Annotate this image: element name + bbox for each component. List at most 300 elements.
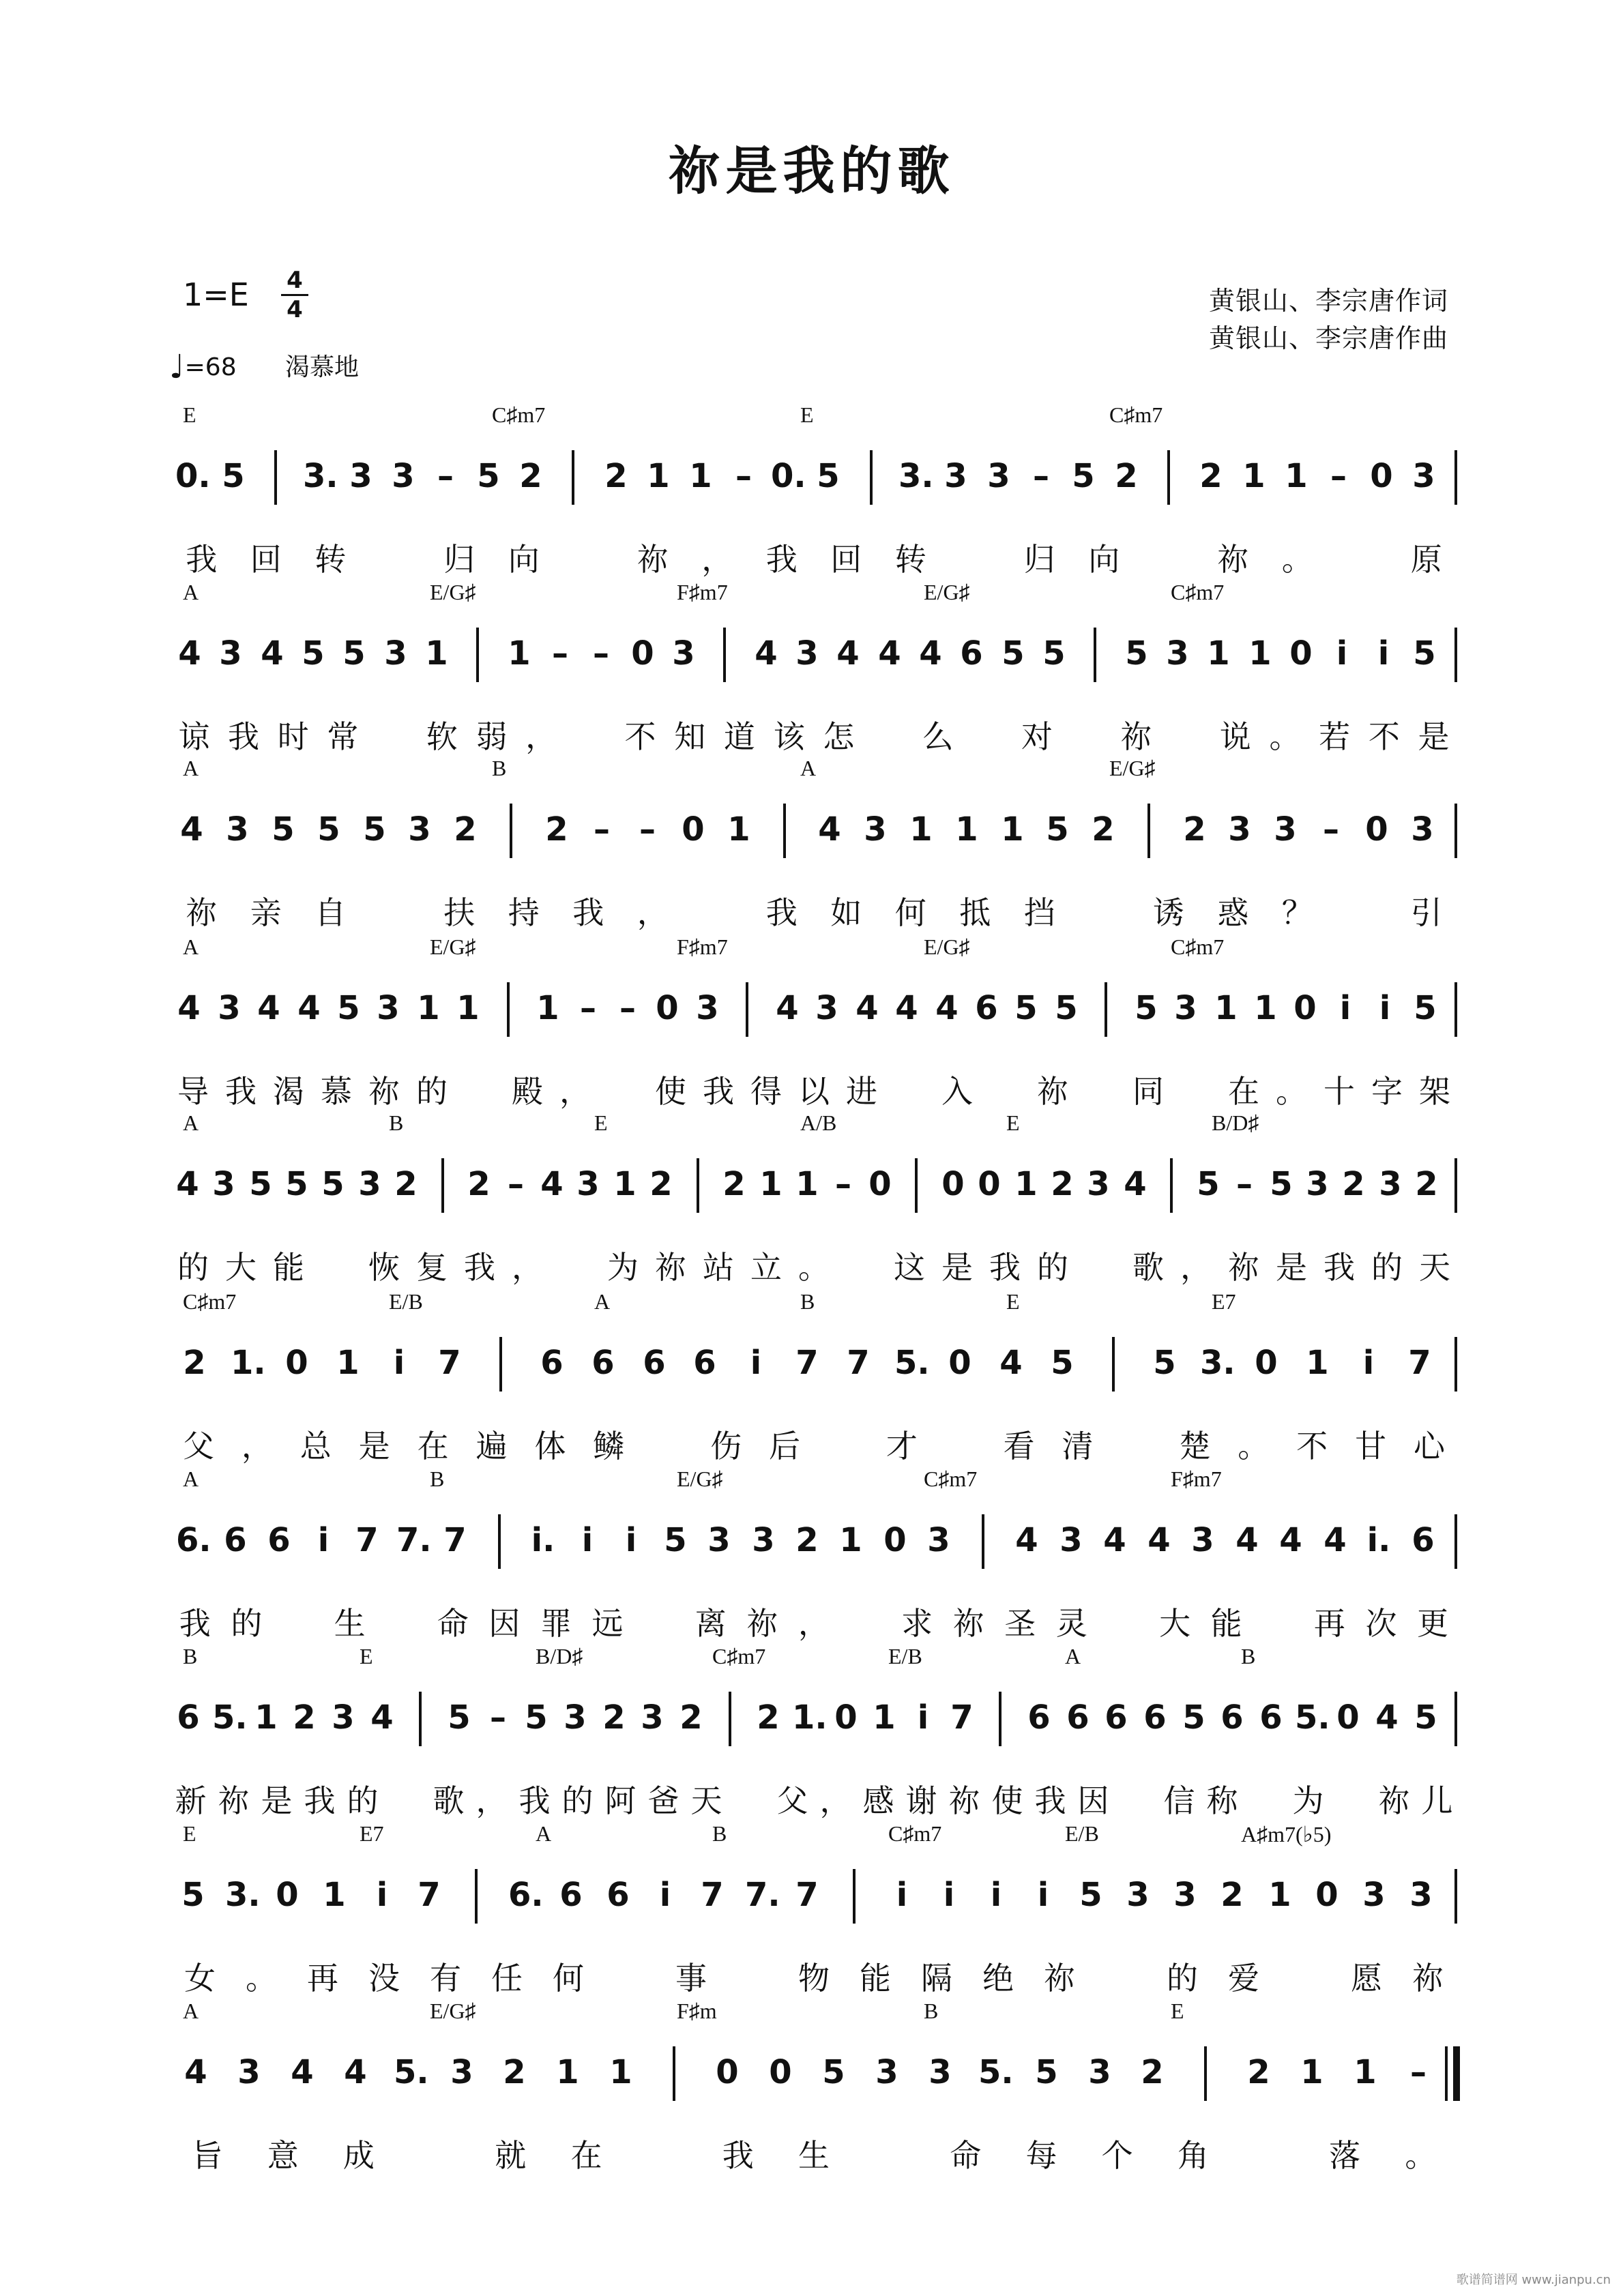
chord-symbol: E [183, 402, 196, 427]
lyric-char: 原 [1410, 541, 1442, 578]
note: 7. [745, 1876, 780, 1914]
lyric-char: 如 [830, 894, 862, 931]
note: 6. [508, 1876, 544, 1914]
lyric-char: 的 [231, 1605, 263, 1642]
lyric-char: 的 [561, 1782, 594, 1819]
lyric-char [363, 892, 428, 933]
lyric-char: 。 [1276, 1073, 1307, 1110]
chord-row [169, 1110, 1459, 1145]
note: i. [531, 1521, 555, 1559]
lyric-char: 么 [922, 718, 954, 755]
note: – [508, 1165, 524, 1203]
note: 4 [1124, 1165, 1147, 1203]
note: 3 [1228, 810, 1251, 849]
final-barline [1445, 2046, 1457, 2101]
note: 3 [1362, 1876, 1386, 1914]
note: 5 [1270, 1165, 1293, 1203]
lyric-char: 爱 [1228, 1960, 1259, 1997]
lyric-char [633, 1603, 685, 1644]
lyric-char: 向 [1088, 541, 1120, 578]
lyric-char: 因 [1077, 1782, 1109, 1819]
note: 4 [919, 634, 942, 673]
note: 0 [978, 1165, 1001, 1203]
lyric-char [1274, 1958, 1336, 1999]
note: 1 [1014, 1165, 1038, 1203]
note: 0 [948, 1344, 971, 1382]
chord-symbol: B [430, 1467, 445, 1491]
note: 3 [795, 634, 819, 673]
music-system [169, 580, 1459, 757]
chord-symbol: E/G♯ [430, 934, 476, 959]
barline [1454, 628, 1457, 682]
lyric-char: 十 [1324, 1073, 1355, 1110]
barline [729, 1692, 731, 1746]
lyric-char [551, 1247, 599, 1288]
lyric-char [566, 716, 616, 757]
note: – [835, 1165, 851, 1203]
note: 4 [1147, 1521, 1171, 1559]
music-system [169, 934, 1459, 1112]
note: 7 [438, 1344, 461, 1382]
note: 3 [944, 457, 967, 495]
note: 4 [370, 1698, 394, 1737]
note: 1 [1001, 810, 1024, 849]
note: 1 [1268, 1876, 1291, 1914]
barline [783, 804, 786, 858]
barline [673, 2046, 675, 2101]
lyric-char [722, 1958, 783, 1999]
lyric-char: 鳞 [593, 1428, 625, 1465]
lyric-char: 何 [553, 1960, 584, 1997]
lyric-char: 称 [1206, 1782, 1238, 1819]
barline [697, 1158, 699, 1213]
note: 5 [1079, 1876, 1102, 1914]
note: i [750, 1344, 762, 1382]
lyric-char: 再 [1313, 1605, 1345, 1642]
note: 1 [254, 1698, 278, 1737]
time-sig-bottom: 4 [287, 296, 303, 323]
note: 5 [477, 457, 500, 495]
song-title: 祢是我的歌 [668, 141, 955, 201]
lyric-char [840, 1603, 892, 1644]
note: 3 [1411, 810, 1434, 849]
lyric-char: 祢 [1120, 718, 1152, 755]
note: 1 [336, 1344, 360, 1382]
notation-row [169, 1692, 1459, 1767]
lyric-char [814, 1426, 873, 1467]
lyric-char: 回 [250, 541, 282, 578]
lyric-char: 祢 [1217, 541, 1249, 578]
note: 1 [909, 810, 933, 849]
lyric-char: 求 [901, 1605, 933, 1642]
lyric-char: 女 [184, 1960, 216, 1997]
note: 2 [602, 1698, 626, 1737]
lyric-char [1330, 1780, 1373, 1821]
note: 0 [1365, 810, 1388, 849]
barline [1454, 1692, 1457, 1746]
note: 5 [822, 2053, 845, 2091]
note: 4 [856, 989, 879, 1027]
note: 6 [1027, 1698, 1051, 1737]
lyric-char: 伤 [710, 1428, 742, 1465]
lyric-char: ， [559, 1073, 591, 1110]
note: 3 [815, 989, 838, 1027]
lyric-char: 软 [426, 718, 458, 755]
chord-symbol: E [1171, 1999, 1184, 2023]
note: 1 [425, 634, 448, 673]
lyric-row [169, 1780, 1459, 1821]
lyric-char: 怎 [823, 718, 855, 755]
note: 4 [836, 634, 860, 673]
lyric-char [1062, 716, 1111, 757]
note: 3 [752, 1521, 775, 1559]
chord-symbol: E/G♯ [924, 934, 970, 959]
expression-marking: 渴慕地 [285, 353, 360, 381]
barline [1454, 1869, 1457, 1924]
lyric-char: 挡 [1023, 894, 1055, 931]
barline [999, 1692, 1001, 1746]
lyric-char [1252, 1603, 1304, 1644]
chord-symbol: A [183, 756, 199, 780]
lyric-char [1161, 716, 1211, 757]
chord-symbol: B [712, 1821, 727, 1846]
lyric-char: 字 [1371, 1073, 1403, 1110]
note: 1 [1306, 1344, 1329, 1382]
barline [915, 1158, 918, 1213]
chord-row [169, 402, 1459, 437]
barline [475, 1869, 478, 1924]
lyric-char [1330, 892, 1394, 933]
key-signature: 1=E [183, 276, 249, 313]
lyric-char: 进 [846, 1073, 877, 1110]
lyric-char: 生 [334, 1605, 366, 1642]
note: 2 [293, 1698, 316, 1737]
note: 5 [363, 810, 386, 849]
note: 5 [321, 1165, 345, 1203]
note: 0 [716, 2053, 739, 2091]
lyric-char: 体 [534, 1428, 566, 1465]
note: 3 [1274, 810, 1297, 849]
lyric-char [1330, 539, 1394, 580]
lyric-char [556, 539, 621, 580]
note: 3 [1087, 1165, 1110, 1203]
lyric-char: 父 [182, 1428, 214, 1465]
notation-row [169, 628, 1459, 703]
note: 2 [679, 1698, 703, 1737]
lyric-char: 复 [416, 1249, 448, 1286]
lyric-char: 事 [675, 1960, 707, 1997]
note: 2 [503, 2053, 526, 2091]
chord-symbol: E [1006, 1110, 1020, 1135]
chord-symbol: C♯m7 [183, 1289, 237, 1314]
note: 1 [456, 989, 480, 1027]
note: 4 [878, 634, 901, 673]
note: 7 [1408, 1344, 1431, 1382]
lyric-char: 的 [177, 1249, 209, 1286]
composer-credit: 黄银山、李宗唐作曲 [1208, 323, 1448, 353]
note: 5 [1014, 989, 1038, 1027]
lyric-char: 灵 [1055, 1605, 1087, 1642]
note: 1 [1254, 989, 1277, 1027]
lyric-char: 使 [991, 1782, 1023, 1819]
chord-symbol: E/G♯ [924, 580, 970, 604]
note: 3 [384, 634, 407, 673]
lyric-char [638, 1426, 697, 1467]
note: 3 [927, 1521, 950, 1559]
note: 3 [332, 1698, 355, 1737]
note: 0 [868, 1165, 892, 1203]
lyric-char [838, 1247, 886, 1288]
note: 3 [576, 1165, 600, 1203]
lyric-char: 大 [225, 1249, 257, 1286]
note: 3 [1174, 989, 1197, 1027]
note: 4 [297, 989, 321, 1027]
note: 2 [1342, 1165, 1365, 1203]
barline [499, 1337, 502, 1392]
lyric-char: 信 [1163, 1782, 1195, 1819]
lyric-char: 旨 [191, 2137, 223, 2174]
lyric-char: 我 [722, 2137, 754, 2174]
lyric-char: 若 [1319, 718, 1351, 755]
note: 0. [175, 457, 211, 495]
note: 5 [1182, 1698, 1205, 1737]
lyric-char: 诱 [1152, 894, 1184, 931]
chord-symbol: B/D♯ [536, 1644, 583, 1668]
note: 5. [212, 1698, 248, 1737]
lyric-char: 是 [358, 1428, 390, 1465]
note: 3 [218, 989, 241, 1027]
note: – [735, 457, 752, 495]
note: 3 [358, 1165, 381, 1203]
lyric-row [169, 1071, 1459, 1112]
lyric-char: 因 [488, 1605, 521, 1642]
lyric-char: 遍 [476, 1428, 508, 1465]
note: 0 [834, 1698, 858, 1737]
lyric-char [599, 1071, 647, 1112]
note: 3 [564, 1698, 587, 1737]
barline [1112, 1337, 1115, 1392]
lyric-char: 归 [1023, 541, 1055, 578]
lyric-char: 个 [1101, 2137, 1133, 2174]
lyric-char: 清 [1062, 1428, 1094, 1465]
lyric-char: 殿 [512, 1073, 543, 1110]
lyric-char: 以 [798, 1073, 830, 1110]
lyric-char: 为 [1292, 1782, 1324, 1819]
tempo-value: =68 [184, 353, 237, 381]
chord-symbol: F♯m7 [1171, 1467, 1222, 1491]
note: 4 [776, 989, 799, 1027]
note: 1 [1354, 2053, 1377, 2091]
note: 1 [556, 2053, 579, 2091]
chord-symbol: B [492, 756, 507, 780]
lyric-char: 才 [886, 1428, 918, 1465]
lyric-char: 为 [607, 1249, 639, 1286]
tempo-marking [169, 348, 237, 386]
music-system [169, 1467, 1459, 1644]
notation-row [169, 450, 1459, 525]
lyric-char: 恢 [368, 1249, 400, 1286]
lyric-char: 爸 [647, 1782, 679, 1819]
chord-symbol: E [594, 1110, 608, 1135]
note: i [1037, 1876, 1049, 1914]
note: i [1336, 634, 1348, 673]
lyric-char [931, 1426, 990, 1467]
note: 4 [999, 1344, 1023, 1382]
note: i [625, 1521, 637, 1559]
lyric-char: 我 [464, 1249, 495, 1286]
note: 3 [237, 2053, 261, 2091]
lyric-char: 归 [443, 541, 476, 578]
note: 2 [454, 810, 477, 849]
lyric-char: 祢 [1044, 1960, 1075, 1997]
note: 3 [641, 1698, 664, 1737]
note: – [1330, 457, 1347, 495]
note: 4 [1324, 1521, 1347, 1559]
note: 4 [895, 989, 918, 1027]
barline [510, 804, 512, 858]
lyric-char [312, 1247, 360, 1288]
note: – [1410, 2053, 1427, 2091]
lyric-char: 离 [694, 1605, 727, 1642]
note: i [990, 1876, 1002, 1914]
note: 3 [219, 634, 242, 673]
note: 5 [1046, 810, 1069, 849]
note: 1 [1214, 989, 1238, 1027]
note: 1 [689, 457, 712, 495]
notation-row [169, 1514, 1459, 1589]
note: 7 [950, 1698, 974, 1737]
lyric-char: 天 [1419, 1249, 1450, 1286]
chord-symbol: E/G♯ [677, 1467, 723, 1491]
lyric-char [1244, 1780, 1287, 1821]
note: 3 [226, 810, 249, 849]
note: 6 [540, 1344, 564, 1382]
lyric-char: 我 [765, 894, 798, 931]
note: 5 [1135, 989, 1158, 1027]
note: 5 [1051, 1344, 1074, 1382]
lyric-char: ？ [1281, 894, 1313, 931]
lyric-char: 回 [830, 541, 862, 578]
chord-row [169, 580, 1459, 614]
lyric-char [1098, 1603, 1150, 1644]
barline [746, 982, 748, 1037]
barline [1454, 982, 1457, 1037]
lyric-char: 。 [1281, 541, 1313, 578]
note: 3 [875, 2053, 898, 2091]
chord-symbol: E [1006, 1289, 1020, 1314]
note: 4 [180, 810, 203, 849]
lyric-char [1172, 1071, 1220, 1112]
chord-row [169, 1644, 1459, 1678]
note: 2 [1141, 2053, 1164, 2091]
barline [507, 982, 510, 1037]
chord-symbol: B [389, 1110, 404, 1135]
note: i [581, 1521, 594, 1559]
note: 5 [448, 1698, 471, 1737]
lyric-char: 惑 [1217, 894, 1249, 931]
note: 5 [337, 989, 360, 1027]
note: 6 [1412, 1521, 1435, 1559]
lyric-char [1077, 1247, 1124, 1288]
lyric-char: 祢 [1412, 1960, 1444, 1997]
chord-symbol: A [183, 934, 199, 959]
chord-symbol: E [360, 1644, 373, 1668]
note: 5 [817, 457, 840, 495]
lyric-char [852, 2135, 928, 2176]
lyric-char: ， [241, 1428, 273, 1465]
lyric-char: 能 [1210, 1605, 1242, 1642]
note: 5 [222, 457, 245, 495]
note: 1 [609, 2053, 632, 2091]
note: 5 [664, 1521, 687, 1559]
lyric-char: 绝 [982, 1960, 1014, 1997]
note: 4 [176, 1165, 199, 1203]
barline [1147, 804, 1150, 858]
lyric-char: ， [637, 894, 669, 931]
note: 0 [1315, 1876, 1339, 1914]
note: 0 [285, 1344, 308, 1382]
music-system [169, 402, 1459, 580]
lyric-char [886, 1071, 933, 1112]
note: 6 [559, 1876, 583, 1914]
lyric-char: 在 [570, 2137, 602, 2174]
note: 3 [1166, 634, 1189, 673]
note: 5 [1153, 1344, 1176, 1382]
lyric-char: 愿 [1351, 1960, 1382, 1997]
note: 1 [873, 1698, 896, 1737]
lyric-char: 的 [347, 1782, 379, 1819]
note: 4 [1375, 1698, 1399, 1737]
lyric-char: 大 [1159, 1605, 1191, 1642]
note: 0 [276, 1876, 299, 1914]
note: 5 [1414, 989, 1437, 1027]
note: 5 [272, 810, 295, 849]
lyric-char: 该 [773, 718, 805, 755]
barline [441, 1158, 444, 1213]
lyric-char: 心 [1413, 1428, 1445, 1465]
lyric-char: 自 [315, 894, 347, 931]
note: 6 [224, 1521, 247, 1559]
chord-symbol: C♯m7 [1109, 402, 1163, 427]
barline [1204, 2046, 1207, 2101]
note: 4 [1103, 1521, 1126, 1559]
note: i [393, 1344, 405, 1382]
note: 6 [177, 1698, 200, 1737]
quarter-note-icon: ♩ [169, 348, 185, 386]
barline [1170, 1158, 1173, 1213]
lyric-char: 渴 [273, 1073, 304, 1110]
lyric-char: 同 [1132, 1073, 1164, 1110]
note: 6 [267, 1521, 291, 1559]
lyric-char: 在 [1228, 1073, 1259, 1110]
lyric-char [363, 539, 428, 580]
note: i [896, 1876, 908, 1914]
lyric-char: 在 [417, 1428, 449, 1465]
note: 2 [604, 457, 628, 495]
barline [1454, 1158, 1457, 1213]
note: 5 [1414, 1698, 1437, 1737]
lyric-char: 是 [1276, 1249, 1307, 1286]
chord-symbol: A/B [800, 1110, 837, 1135]
note: 2 [1199, 457, 1223, 495]
lyric-char: 弱 [476, 718, 508, 755]
music-system [169, 1110, 1459, 1288]
note: 6 [1143, 1698, 1167, 1737]
music-system [169, 756, 1459, 933]
lyric-char: 的 [1037, 1249, 1068, 1286]
lyric-char: 持 [508, 894, 540, 931]
notation-row [169, 804, 1459, 879]
